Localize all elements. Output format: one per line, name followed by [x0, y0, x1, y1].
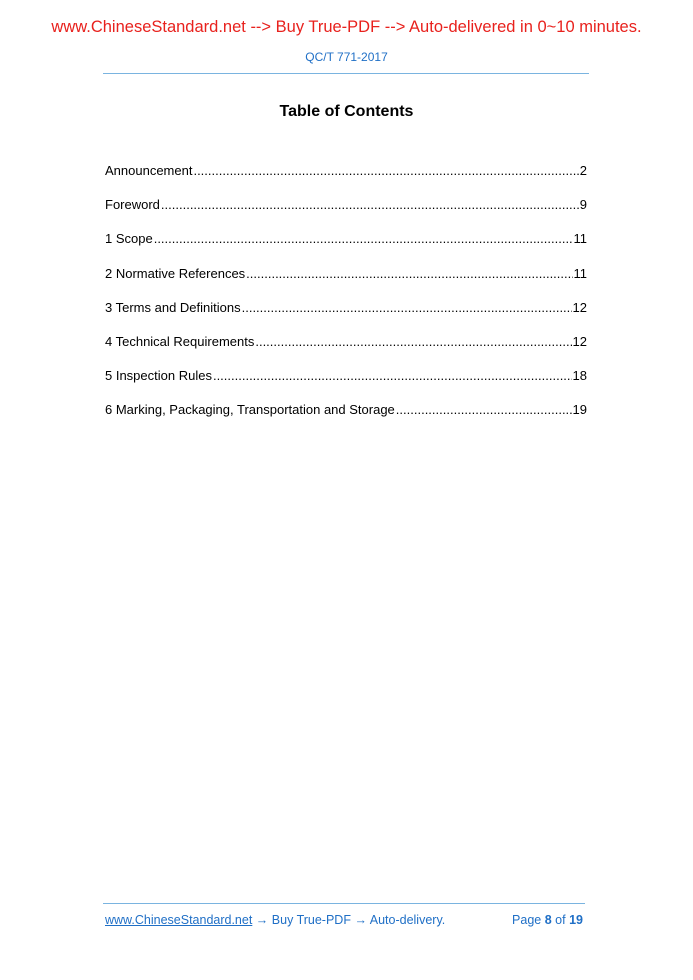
dot-leader [242, 299, 572, 317]
toc-entry-inspection-rules[interactable] [105, 367, 587, 401]
toc-entry-page: 11 [573, 231, 587, 247]
dot-leader [213, 367, 572, 385]
page-label: Page [512, 913, 542, 927]
toc-entry-announcement[interactable] [105, 162, 587, 196]
arrow-right-icon: → [255, 913, 269, 927]
dot-leader [154, 230, 573, 248]
toc-entry-label: 5 Inspection Rules [105, 368, 212, 384]
toc-entry-page: 18 [572, 368, 587, 384]
toc-entry-page: 9 [579, 197, 587, 213]
page-indicator [512, 913, 583, 927]
footer-divider [103, 903, 585, 904]
toc-entry-label: 4 Technical Requirements [105, 333, 255, 349]
dot-leader [193, 162, 578, 180]
toc-entry-scope[interactable] [105, 230, 587, 264]
toc-entry-label: 1 Scope [105, 231, 153, 247]
toc-entry-label: Foreword [105, 197, 160, 213]
page-total: 19 [569, 913, 583, 927]
toc-entry-page: 19 [572, 402, 587, 418]
toc-entry-page: 12 [572, 299, 587, 315]
toc-entry-label: Announcement [105, 163, 193, 178]
toc-entry-marking-packaging[interactable] [105, 401, 587, 435]
footer-text-delivery: Auto-delivery. [369, 913, 446, 927]
toc-entry-technical-requirements[interactable] [105, 333, 587, 367]
dot-leader [161, 196, 579, 214]
toc-entry-label: 6 Marking, Packaging, Transportation and Storage [105, 402, 395, 418]
footer-promo [105, 913, 445, 927]
dot-leader [246, 265, 572, 283]
arrow-right-icon: → [354, 913, 367, 927]
footer-text-buy: Buy True-PDF [271, 913, 351, 927]
toc-entry-normative-references[interactable] [105, 265, 587, 299]
page-current: 8 [544, 913, 552, 927]
toc-entry-terms-definitions[interactable] [105, 299, 587, 333]
document-code: QC/T 771-2017 [305, 50, 388, 64]
page-title: Table of Contents [279, 103, 414, 120]
toc-list [105, 162, 587, 436]
of-label: of [555, 913, 566, 927]
toc-entry-page: 12 [572, 333, 587, 349]
toc-entry-label: 3 Terms and Definitions [105, 299, 241, 315]
toc-entry-label: 2 Normative References [105, 265, 246, 281]
toc-entry-foreword[interactable] [105, 196, 587, 230]
header-divider [103, 73, 589, 74]
dot-leader [255, 333, 571, 351]
dot-leader [396, 401, 572, 419]
toc-entry-page: 11 [573, 265, 587, 281]
footer-site-link[interactable]: www.ChineseStandard.net [105, 913, 253, 927]
promo-banner[interactable]: www.ChineseStandard.net --> Buy True-PDF --> Auto-delivered in 0~10 minutes. [51, 18, 642, 36]
toc-entry-page: 2 [579, 163, 587, 178]
